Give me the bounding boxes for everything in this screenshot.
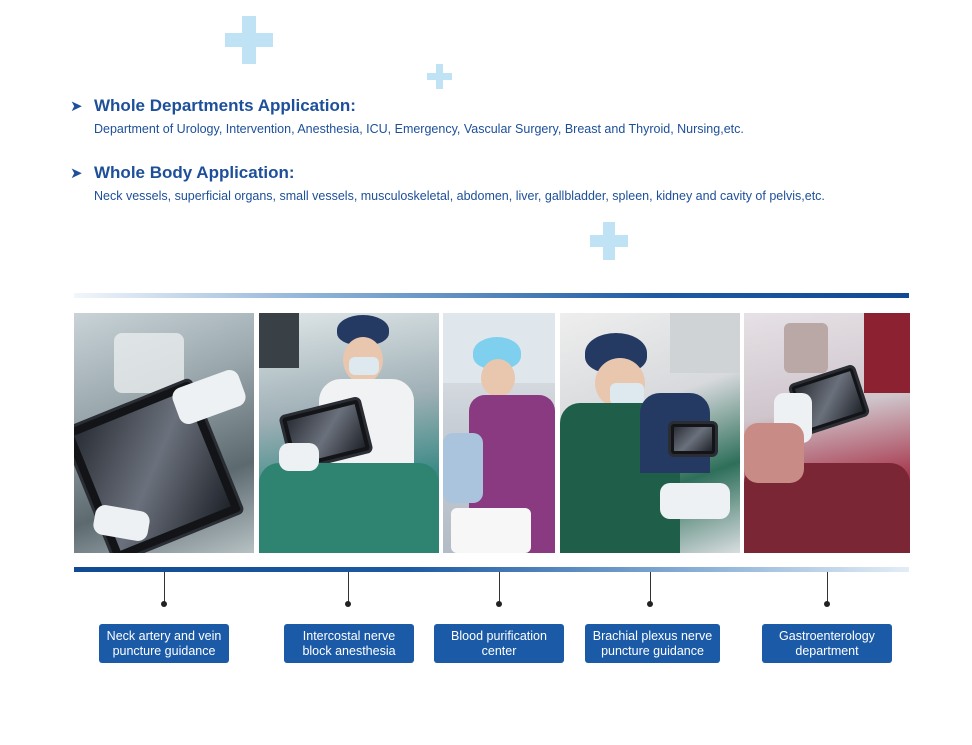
photo-gastroenterology — [744, 313, 910, 553]
connector-dot — [496, 601, 502, 607]
caption-neck-artery: Neck artery and vein puncture guidance — [99, 624, 229, 663]
connector-line — [499, 572, 500, 604]
bottom-divider-bar — [74, 567, 909, 572]
connector-line — [348, 572, 349, 604]
arrow-bullet-icon: ➤ — [70, 164, 83, 182]
section-text: Neck vessels, superficial organs, small vessels, musculoskeletal, abdomen, liver, gallbladder, spleen, kidney and cavity of pelvis,etc. — [94, 189, 825, 203]
connector-line — [164, 572, 165, 604]
connector-dot — [824, 601, 830, 607]
top-divider-bar — [74, 293, 909, 298]
connector-line — [650, 572, 651, 604]
plus-icon — [590, 222, 628, 260]
arrow-bullet-icon: ➤ — [70, 97, 83, 115]
photo-neck-puncture — [74, 313, 254, 553]
connector-dot — [161, 601, 167, 607]
plus-icon — [427, 64, 452, 89]
section-text: Department of Urology, Intervention, Anesthesia, ICU, Emergency, Vascular Surgery, Breast and Thyroid, Nursing,etc. — [94, 122, 744, 136]
section-title: Whole Body Application: — [94, 163, 295, 182]
caption-blood-purification: Blood purification center — [434, 624, 564, 663]
departments-section — [70, 96, 744, 136]
connector-line — [827, 572, 828, 604]
photo-blood-purification — [443, 313, 555, 553]
connector-dot — [345, 601, 351, 607]
caption-brachial-plexus: Brachial plexus nerve puncture guidance — [585, 624, 720, 663]
caption-intercostal-nerve: Intercostal nerve block anesthesia — [284, 624, 414, 663]
section-title: Whole Departments Application: — [94, 96, 356, 115]
connector-dot — [647, 601, 653, 607]
photo-intercostal-nerve — [259, 313, 439, 553]
photo-brachial-plexus — [560, 313, 740, 553]
caption-gastroenterology: Gastroenterology department — [762, 624, 892, 663]
plus-icon — [225, 16, 273, 64]
body-section — [70, 163, 825, 203]
